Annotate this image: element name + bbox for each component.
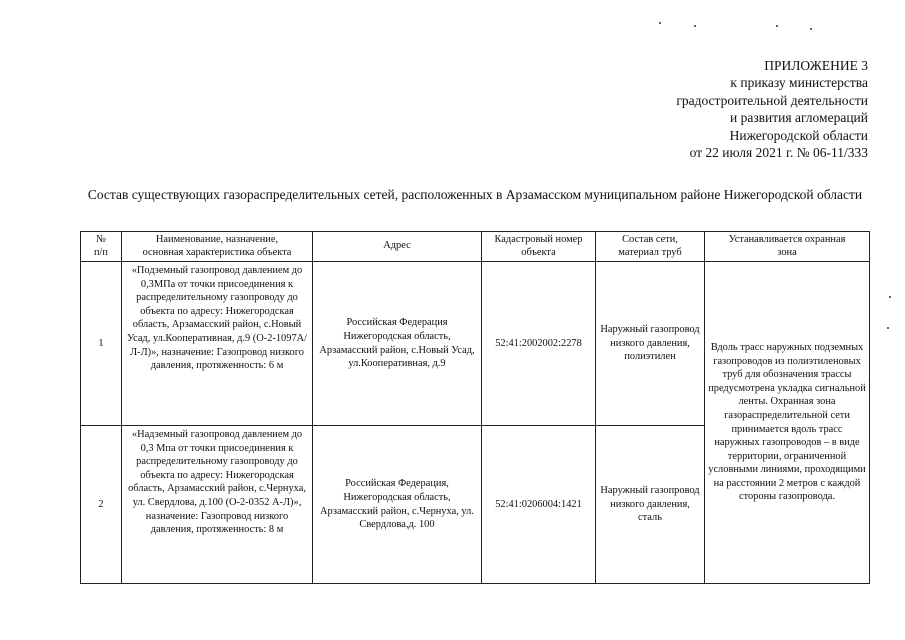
scan-speck — [889, 296, 891, 298]
header-cadastral: Кадастровый номер объекта — [482, 232, 596, 262]
header-name: Наименование, назначение, основная характеристика объекта — [122, 232, 313, 262]
header-protection-zone: Устанавливается охранная зона — [705, 232, 870, 262]
header-network: Состав сети, материал труб — [596, 232, 705, 262]
gas-networks-table — [80, 231, 870, 584]
cell-cadastral: 52:41:0206004:1421 — [482, 426, 596, 584]
cell-network: Наружный газопровод низкого давления, сталь — [596, 426, 705, 584]
appendix-line: к приказу министерства — [730, 75, 868, 91]
scan-speck — [887, 327, 889, 329]
document-title: Состав существующих газораспределительных сетей, расположенных в Арзамасском муниципальном районе Нижегородской области — [87, 187, 863, 202]
header-address: Адрес — [313, 232, 482, 262]
cell-name: «Надземный газопровод давлением до 0,3 Мпа от точки присоединения к распределительному газопроводу до объекта по адресу: Нижегородская область, Арзамасский район, с.Чернуха, ул. Свердлова, д.100 (О-2-0352 А-Л)», назначение: Газопровод низкого давления, протяженность: 8 м — [122, 426, 313, 584]
appendix-line: градостроительной деятельности — [676, 92, 868, 108]
appendix-block — [676, 57, 868, 161]
scan-speck — [776, 25, 778, 27]
scan-speck — [694, 25, 696, 27]
cell-network: Наружный газопровод низкого давления, полиэтилен — [596, 262, 705, 426]
appendix-line: и развития агломераций — [729, 110, 868, 126]
scan-speck — [659, 22, 661, 24]
appendix-date-number: от 22 июля 2021 г. № 06-11/333 — [689, 145, 868, 161]
scan-speck — [810, 28, 812, 30]
cell-cadastral: 52:41:2002002:2278 — [482, 262, 596, 426]
cell-name: «Подземный газопровод давлением до 0,3МПа от точки присоединения к распределительному газопроводу до объекта по адресу: Нижегородская область, Арзамасский район, с.Новый Усад, ул.Кооперативная, д.9 (О-2-1097А/Л-Л)», назначение: Газопровод низкого давления, протяженность: 6 м — [122, 262, 313, 426]
cell-number: 2 — [81, 426, 122, 584]
cell-address: Российская Федерация, Нижегородская область, Арзамасский район, с.Чернуха, ул. Свердлова,д. 100 — [313, 426, 482, 584]
cell-address: Российская Федерация Нижегородская область, Арзамасский район, с.Новый Усад, ул.Кооперативная, д.9 — [313, 262, 482, 426]
table-row — [81, 262, 870, 426]
cell-number: 1 — [81, 262, 122, 426]
table-header-row — [81, 232, 870, 262]
appendix-line: Нижегородской области — [729, 127, 868, 143]
cell-protection-zone: Вдоль трасс наружных подземных газопроводов из полиэтиленовых труб для обозначения трассы предусмотрена укладка сигнальной ленты. Охранная зона газораспределительной сети принимается вдоль трасс наружных газопроводов – в виде территории, ограниченной условными линиями, проходящими на расстоянии 2 метров с каждой стороны газопровода. — [705, 262, 870, 584]
header-number: № п/п — [81, 232, 122, 262]
appendix-heading: ПРИЛОЖЕНИЕ 3 — [764, 58, 868, 73]
